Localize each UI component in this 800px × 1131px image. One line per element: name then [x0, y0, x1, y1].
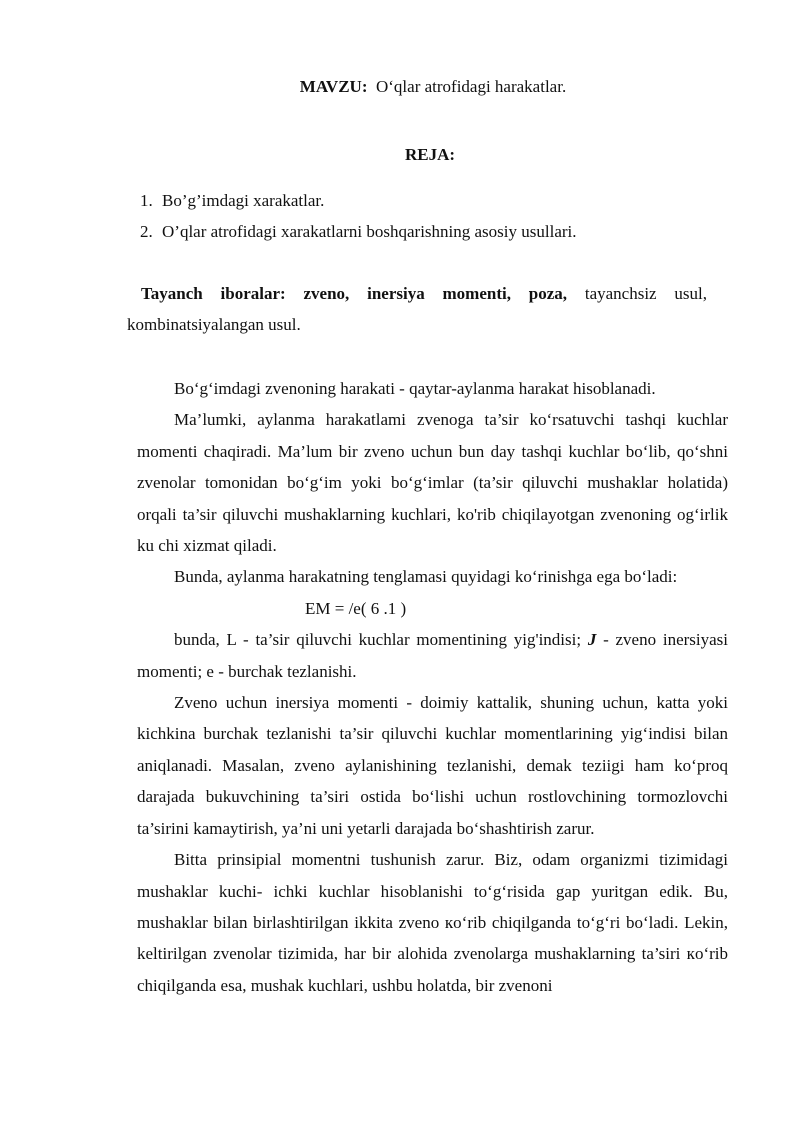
keywords-block: [127, 278, 707, 340]
paragraph-4-part-b: - zveno inersiyasi momenti; e - burchak tezlanishi.: [137, 630, 728, 681]
keywords-rest: tayanchsiz usul,: [584, 284, 707, 303]
list-item-text: O’qlar atrofidagi xarakatlarni boshqarishning asosiy usullari.: [162, 222, 577, 241]
symbol-j: J: [587, 630, 597, 650]
paragraph-4: [137, 624, 728, 687]
topic-text: O‘qlar atrofidagi harakatlar.: [375, 77, 567, 96]
paragraph-6: Bitta prinsipial momentni tushunish zarur. Biz, odam organizmi tizimidagi mushaklar kuchi- ichki kuchlar hisoblanishi to‘g‘risida gap yuritgan edik. Bu, mushaklar bilan birlashtirilgan ikkita zveno кo‘rib chiqilganda to‘g‘ri bo‘ladi. Lekin, keltirilgan zvenolar tizimida, har bir alohida zvenolarga mushaklarning ta’siri кo‘rib chiqilganda esa, mushak kuchlari, ushbu holatda, bir zvenoni: [137, 850, 728, 995]
list-item: [140, 216, 740, 247]
topic-heading: [0, 77, 800, 97]
list-item: [140, 185, 740, 216]
paragraph-3: Bunda, aylanma harakatning tenglamasi quyidagi ko‘rinishga ega bo‘ladi:: [174, 567, 678, 587]
paragraph-2: Ma’lumki, aylanma harakatlami zvenoga ta’sir ko‘rsatuvchi tashqi kuchlar momenti chaqiradi. Ma’lum bir zveno uchun bun day tashqi kuchlar bo‘lib, qo‘shni zvenolar tomonidan bo‘g‘im yoki bo‘g‘imlar (ta’sir qiluvchi mushaklar holatida) orqali ta’sir qiluvchi mushaklarning kuchlari, ko'rib chiqilayotgan zvenoning og‘irlik ku chi xizmat qiladi.: [137, 410, 728, 556]
keywords-line-1: [127, 278, 707, 309]
paragraph-1: Bo‘g‘imdagi zvenoning harakati - qaytar-aylanma harakat hisoblanadi.: [174, 379, 656, 398]
topic-label: MAVZU:: [299, 77, 368, 96]
plan-list: [140, 185, 740, 247]
plan-title: REJA:: [404, 145, 456, 164]
keywords-label: Tayanch iboralar: zveno, inersiya momenti, poza,: [141, 284, 568, 303]
formula: EM = /e( 6 .1 ): [305, 598, 407, 618]
list-item-number: 1.: [140, 191, 153, 210]
list-item-number: 2.: [140, 222, 153, 241]
list-item-text: Bo’g’imdagi xarakatlar.: [162, 191, 325, 210]
paragraph-5: Zveno uchun inersiya momenti - doimiy kattalik, shuning uchun, katta yoki kichkina burchak tezlanishi ta’sir qiluvchi kuchlar momentlarining yig‘indisi bilan aniqlanadi. Masalan, zveno aylanishining tezlanishi, demak teziigi ham ko‘proq darajada bukuvchining ta’siri ostida bo‘lishi uchun rostlovchining tormozlovchi ta’sirini kamaytirish, ya’ni uni yetarli darajada bo‘shashtirish zarur.: [137, 693, 728, 838]
main-text: [137, 373, 728, 1001]
keywords-line-2: kombinatsiyalangan usul.: [127, 315, 301, 334]
paragraph-4-part-a: bunda, L - ta’sir qiluvchi kuchlar momentining yig'indisi;: [174, 630, 582, 650]
